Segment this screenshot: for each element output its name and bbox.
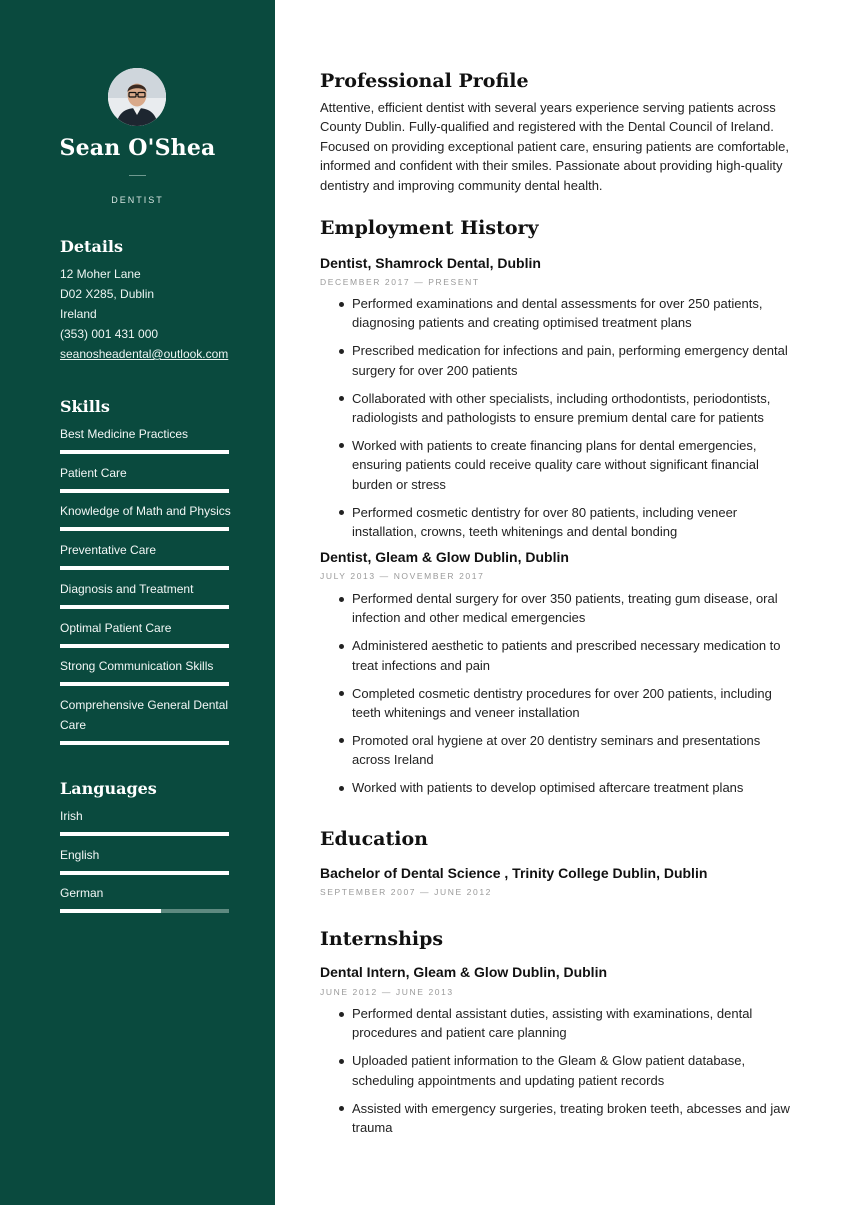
skill-level-fill (60, 741, 229, 745)
language-level-fill (60, 909, 161, 913)
language-label: German (60, 886, 104, 901)
skill-level-bar (60, 682, 229, 686)
list-item: Performed examinations and dental assessments for over 250 patients, diagnosing patients and creating optimised treatment plans (320, 294, 798, 333)
job-dates: DECEMBER 2017 — PRESENT (320, 277, 480, 287)
skill-label: Strong Communication Skills (60, 659, 214, 674)
skill-level-fill (60, 527, 229, 531)
phone-number: (353) 001 431 000 (60, 327, 159, 341)
internships-heading: Internships (320, 928, 444, 950)
list-item: Worked with patients to create financing plans for dental emergencies, ensuring patients could receive quality care without significant financial burden or stress (320, 436, 798, 494)
list-item: Prescribed medication for infections and pain, performing emergency dental surgery for over 200 patients (320, 341, 798, 380)
employment-heading: Employment History (320, 217, 539, 239)
language-level-fill (60, 871, 229, 875)
skill-level-bar (60, 450, 229, 454)
list-item: Worked with patients to develop optimised aftercare treatment plans (320, 778, 798, 797)
skill-level-bar (60, 527, 229, 531)
skill-level-bar (60, 605, 229, 609)
skill-level-fill (60, 489, 229, 493)
skill-level-bar (60, 644, 229, 648)
language-label: English (60, 847, 100, 862)
job-dates: JULY 2013 — NOVEMBER 2017 (320, 571, 485, 581)
language-level-bar (60, 871, 229, 875)
email-link[interactable]: seanosheadental@outlook.com (60, 347, 229, 361)
internship-dates: JUNE 2012 — JUNE 2013 (320, 987, 454, 997)
list-item: Completed cosmetic dentistry procedures for over 200 patients, including teeth whitenings and veneer installation (320, 684, 798, 723)
degree-title: Bachelor of Dental Science , Trinity College Dublin, Dublin (320, 865, 708, 881)
candidate-name: Sean O'Shea (59, 135, 216, 161)
internship-bullet-list (320, 1004, 798, 1146)
details-heading: Details (60, 237, 123, 256)
language-label: Irish (60, 809, 83, 823)
skill-label: Diagnosis and Treatment (60, 581, 194, 596)
skill-level-bar (60, 566, 229, 570)
internship-title: Dental Intern, Gleam & Glow Dublin, Dublin (320, 964, 608, 980)
job-bullet-list (320, 589, 798, 806)
profile-heading: Professional Profile (320, 70, 529, 92)
list-item: Performed cosmetic dentistry for over 80 patients, including veneer installation, crowns, teeth whitenings and dental bonding (320, 503, 798, 542)
job-bullet-list (320, 294, 798, 550)
list-item: Uploaded patient information to the Gleam & Glow patient database, scheduling appointments and updating patient records (320, 1051, 798, 1090)
candidate-title: DENTIST (111, 195, 164, 205)
language-level-bar (60, 832, 229, 836)
language-level-bar (60, 909, 229, 913)
skills-heading: Skills (60, 397, 110, 416)
sidebar (0, 0, 275, 1205)
skill-level-fill (60, 566, 229, 570)
skill-label: Patient Care (60, 465, 127, 480)
profile-text: Attentive, efficient dentist with several years experience serving patients across County Dublin. Fully-qualified and registered with the Dental Council of Ireland. Focused on providing exceptional patient care, ensuring patients are comfortable, informed and confident with their smiles. Passionate about providing high-quality dentistry and improving community dental health. (320, 100, 790, 193)
list-item: Assisted with emergency surgeries, treating broken teeth, abcesses and jaw trauma (320, 1099, 798, 1138)
avatar (108, 68, 166, 126)
list-item: Collaborated with other specialists, including orthodontists, periodontists, radiologists and pathologists to ensure premium dental care for patients (320, 389, 798, 428)
skill-level-bar (60, 741, 229, 745)
skill-label: Knowledge of Math and Physics (60, 504, 231, 519)
skill-label: Comprehensive General Dental Care (60, 697, 229, 732)
skill-level-fill (60, 450, 229, 454)
skill-level-fill (60, 682, 229, 686)
skill-level-fill (60, 644, 229, 648)
address-line-2: D02 X285, Dublin (60, 287, 155, 301)
name-divider (129, 175, 146, 176)
education-heading: Education (320, 828, 428, 850)
skill-label: Preventative Care (60, 543, 157, 558)
skill-label: Optimal Patient Care (60, 620, 172, 635)
list-item: Promoted oral hygiene at over 20 dentistry seminars and presentations across Ireland (320, 731, 798, 770)
education-dates: SEPTEMBER 2007 — JUNE 2012 (320, 887, 492, 897)
address-country: Ireland (60, 307, 97, 321)
skill-label: Best Medicine Practices (60, 427, 189, 441)
languages-heading: Languages (60, 779, 157, 798)
list-item: Administered aesthetic to patients and prescribed necessary medication to treat infections and pain (320, 636, 798, 675)
list-item: Performed dental assistant duties, assisting with examinations, dental procedures and patient care planning (320, 1004, 798, 1043)
job-title: Dentist, Gleam & Glow Dublin, Dublin (320, 549, 569, 565)
language-level-fill (60, 832, 229, 836)
job-title: Dentist, Shamrock Dental, Dublin (320, 255, 541, 271)
skill-level-bar (60, 489, 229, 493)
skill-level-fill (60, 605, 229, 609)
address-line-1: 12 Moher Lane (60, 267, 141, 281)
list-item: Performed dental surgery for over 350 patients, treating gum disease, oral infection and other medical emergencies (320, 589, 798, 628)
